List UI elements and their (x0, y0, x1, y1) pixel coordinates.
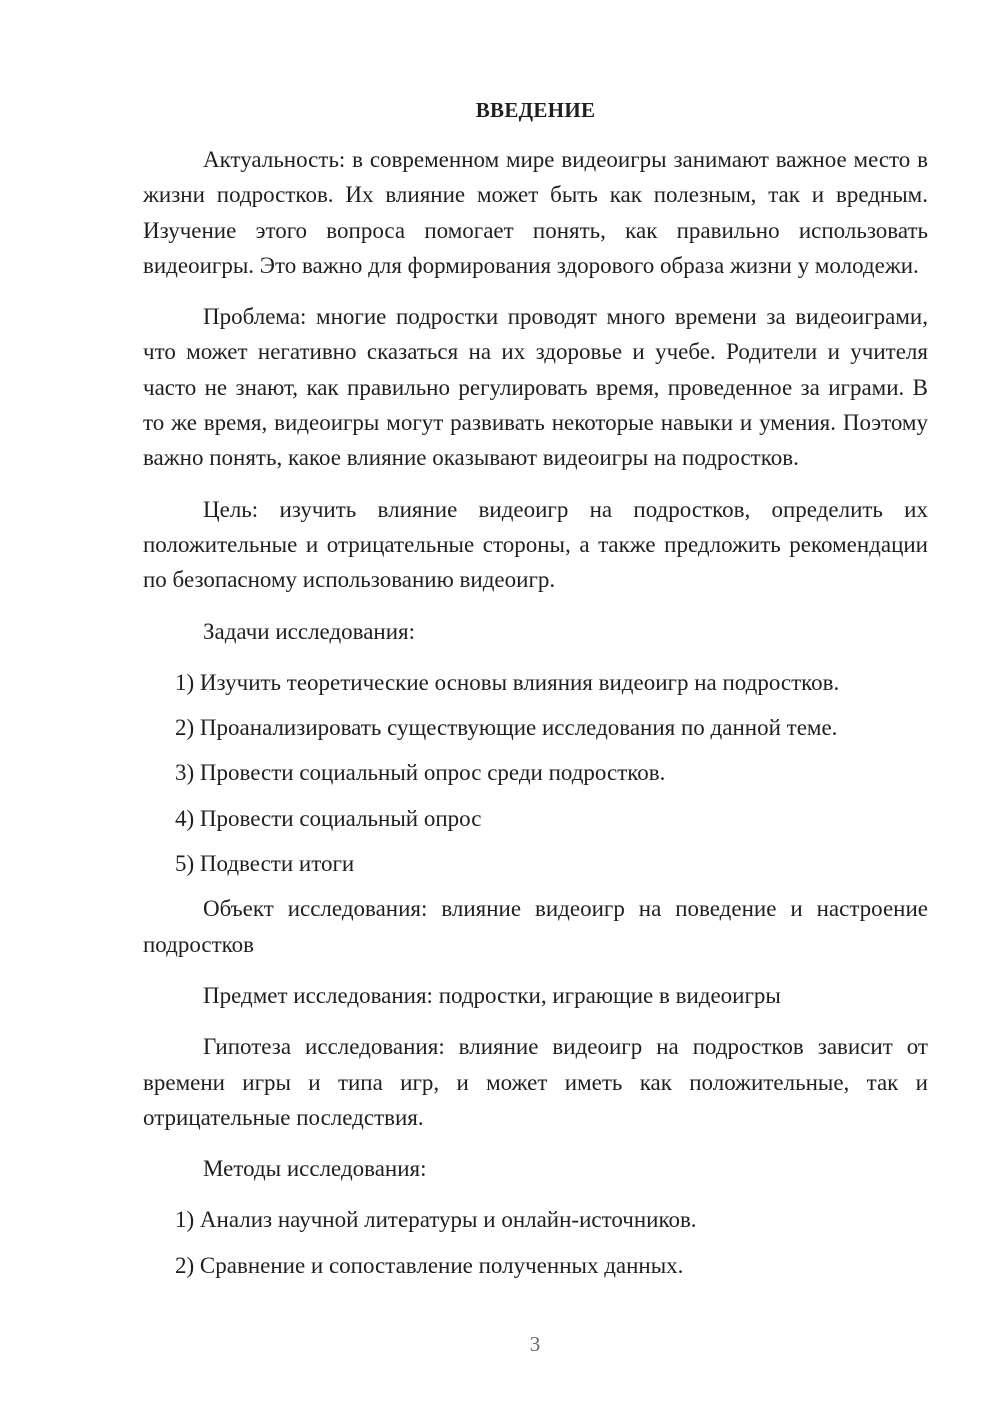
task-item: 2) Проанализировать существующие исследования по данной теме. (175, 715, 838, 741)
subject-paragraph: Предмет исследования: подростки, играющие в видеоигры (203, 982, 781, 1008)
hypothesis-paragraph: Гипотеза исследования: влияние видеоигр на подростков зависит от времени игры и типа игр, и может иметь как положительные, так и отрицательные последствия. (143, 1034, 928, 1130)
page-number: 3 (529, 1332, 541, 1356)
tasks-title: Задачи исследования: (203, 618, 416, 644)
task-item: 1) Изучить теоретические основы влияния видеоигр на подростков. (175, 669, 840, 695)
page-content (143, 92, 928, 1293)
problem-paragraph: Проблема: многие подростки проводят много времени за видеоиграми, что может негативно сказаться на их здоровье и учебе. Родители и учителя часто не знают, как правильно регулировать время, проведенное за играми. В то же время, видеоигры могут развивать некоторые навыки и умения. Поэтому важно понять, какое влияние оказывают видеоигры на подростков. (143, 304, 928, 471)
goal-paragraph: Цель: изучить влияние видеоигр на подростков, определить их положительные и отрицательные стороны, а также предложить рекомендации по безопасному использованию видеоигр. (143, 496, 928, 593)
methods-title: Методы исследования: (203, 1156, 427, 1182)
relevance-paragraph: Актуальность: в современном мире видеоигры занимают важное место в жизни подростков. Их влияние может быть как полезным, так и вредным. Изучение этого вопроса помогает понять, как правильно использовать видеоигры. Это важно для формирования здорового образа жизни у молодежи. (143, 147, 928, 278)
section-heading: ВВЕДЕНИЕ (475, 98, 596, 122)
method-item: 2) Сравнение и сопоставление полученных данных. (175, 1252, 684, 1278)
task-item: 5) Подвести итоги (175, 851, 355, 877)
method-item: 1) Анализ научной литературы и онлайн-источников. (175, 1207, 697, 1233)
task-item: 4) Провести социальный опрос (175, 805, 482, 831)
task-item: 3) Провести социальный опрос среди подростков. (175, 760, 666, 786)
object-paragraph: Объект исследования: влияние видеоигр на поведение и настроение подростков (143, 896, 928, 957)
